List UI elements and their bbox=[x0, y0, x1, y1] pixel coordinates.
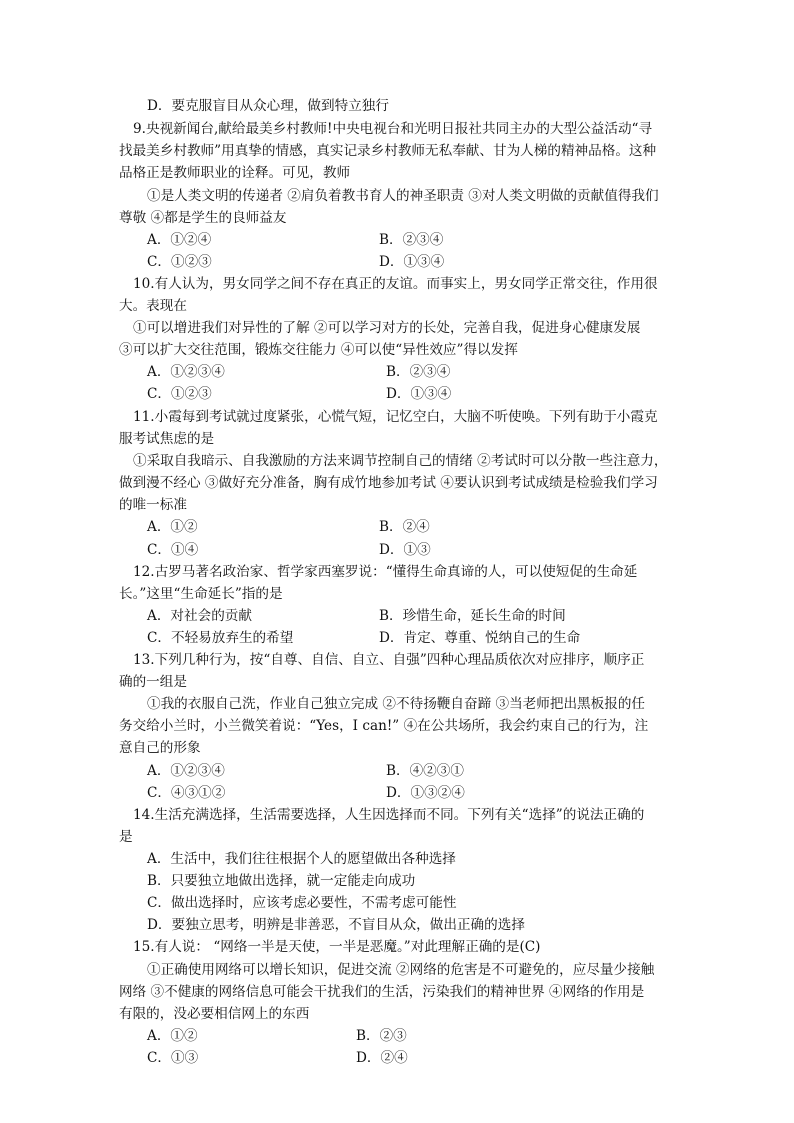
q9-statement-line: 尊敬 ④都是学生的良师益友 bbox=[119, 210, 287, 226]
q15-options-row bbox=[0, 1026, 794, 1046]
q9-options-row bbox=[0, 230, 794, 250]
q14-option-b: B．只要独立地做出选择，就一定能走向成功 bbox=[147, 873, 416, 889]
q12-options-row bbox=[0, 628, 794, 648]
q13-option-c: C．④③①② bbox=[147, 785, 226, 801]
q12-option-c: C．不轻易放弃生的希望 bbox=[147, 630, 294, 646]
q14-stem-line: 14.生活充满选择，生活需要选择，人生因选择而不同。下列有关“选择”的说法正确的 bbox=[133, 807, 645, 823]
q9-option-b: B．②③④ bbox=[379, 232, 444, 248]
q10-statement-line: ③可以扩大交往范围，锻炼交往能力 ④可以使“异性效应”得以发挥 bbox=[119, 342, 518, 358]
q13-option-a: A．①②③④ bbox=[147, 763, 225, 779]
q10-stem-line: 大。表现在 bbox=[119, 298, 187, 314]
q11-stem-line: 11.小霞每到考试就过度紧张，心慌气短，记忆空白，大脑不听使唤。下列有助于小霞克 bbox=[133, 409, 658, 425]
q9-stem-line: 品格正是教师职业的诠释。可见，教师 bbox=[119, 165, 351, 181]
q9-option-c: C．①②③ bbox=[147, 254, 212, 270]
q11-options-row bbox=[0, 540, 794, 560]
q11-statement-line: 的唯一标准 bbox=[119, 497, 187, 513]
q14-option-c: C．做出选择时，应该考虑必要性，不需考虑可能性 bbox=[147, 895, 457, 911]
q13-options-row bbox=[0, 761, 794, 781]
q12-options-row bbox=[0, 606, 794, 626]
q11-option-a: A．①② bbox=[147, 519, 198, 535]
q11-stem-line: 服考试焦虑的是 bbox=[119, 431, 215, 447]
q12-option-d: D．肯定、尊重、悦纳自己的生命 bbox=[379, 630, 581, 646]
q15-statement-line: ①正确使用网络可以增长知识，促进交流 ②网络的危害是不可避免的，应尽量少接触 bbox=[147, 962, 655, 978]
q12-option-b: B．珍惜生命，延长生命的时间 bbox=[379, 608, 566, 624]
q13-stem-line: 确的一组是 bbox=[119, 674, 187, 690]
q11-option-d: D．①③ bbox=[379, 542, 431, 558]
q9-option-a: A．①②④ bbox=[147, 232, 212, 248]
q9-stem-line: 9.央视新闻台,献给最美乡村教师!中央电视台和光明日报社共同主办的大型公益活动“寻 bbox=[133, 121, 653, 137]
q10-options-row bbox=[0, 384, 794, 404]
q13-stem-line: 13.下列几种行为，按“自尊、自信、自立、自强”四种心理品质依次对应排序，顺序正 bbox=[133, 652, 645, 668]
q14-option-d: D．要独立思考，明辨是非善恶，不盲目从众，做出正确的选择 bbox=[147, 917, 525, 933]
q13-statement-line: ①我的衣服自己洗，作业自己独立完成 ②不待扬鞭自奋蹄 ③当老师把出黑板报的任 bbox=[147, 696, 646, 712]
q11-statement-line: ①采取自我暗示、自我激励的方法来调节控制自己的情绪 ②考试时可以分散一些注意力， bbox=[133, 453, 668, 469]
q15-option-c: C．①③ bbox=[147, 1050, 199, 1066]
q15-options-row bbox=[0, 1048, 794, 1068]
q15-option-b: B．②③ bbox=[356, 1028, 407, 1044]
q15-option-d: D．②④ bbox=[356, 1050, 408, 1066]
q12-option-a: A．对社会的贡献 bbox=[147, 608, 252, 624]
q12-stem-line: 12.古罗马著名政治家、哲学家西塞罗说：“懂得生命真谛的人，可以使短促的生命延 bbox=[133, 564, 638, 580]
q10-stem-line: 10.有人认为，男女同学之间不存在真正的友谊。而事实上，男女同学正常交往，作用很 bbox=[133, 276, 658, 292]
q12-stem-line: 长。”这里“生命延长”指的是 bbox=[119, 586, 283, 602]
q13-option-d: D．①③②④ bbox=[386, 785, 465, 801]
q10-option-c: C．①②③ bbox=[147, 386, 212, 402]
q9-option-d: D．①③④ bbox=[379, 254, 445, 270]
q11-statement-line: 做到漫不经心 ③做好充分准备，胸有成竹地参加考试 ④要认识到考试成绩是检验我们学习 bbox=[119, 475, 658, 491]
q8-option-d: D．要克服盲目从众心理，做到特立独行 bbox=[147, 98, 389, 114]
q15-stem-line: 15.有人说： “网络一半是天使，一半是恶魔。”对此理解正确的是(C) bbox=[133, 939, 541, 955]
q9-options-row bbox=[0, 252, 794, 272]
q11-option-c: C．①④ bbox=[147, 542, 199, 558]
q14-option-a: A．生活中，我们往往根据个人的愿望做出各种选择 bbox=[147, 851, 456, 867]
q13-options-row bbox=[0, 783, 794, 803]
q9-statement-line: ①是人类文明的传递者 ②肩负着教书育人的神圣职责 ③对人类文明做的贡献值得我们 bbox=[147, 188, 659, 204]
q9-stem-line: 找最美乡村教师”用真挚的情感，真实记录乡村教师无私奉献、甘为人梯的精神品格。这种 bbox=[119, 143, 657, 159]
q13-option-b: B．④②③① bbox=[386, 763, 464, 779]
q13-statement-line: 务交给小兰时，小兰微笑着说：“Yes，I can!” ④在公共场所，我会约束自己的行为，注 bbox=[119, 718, 649, 734]
q10-option-b: B．②③④ bbox=[386, 364, 451, 380]
q11-options-row bbox=[0, 517, 794, 537]
q15-statement-line: 有限的，没必要相信网上的东西 bbox=[119, 1006, 310, 1022]
q15-option-a: A．①② bbox=[147, 1028, 198, 1044]
q10-option-a: A．①②③④ bbox=[147, 364, 225, 380]
q10-option-d: D．①③④ bbox=[386, 386, 452, 402]
q11-option-b: B．②④ bbox=[379, 519, 430, 535]
q10-options-row bbox=[0, 362, 794, 382]
q13-statement-line: 意自己的形象 bbox=[119, 740, 201, 756]
q14-stem-line: 是 bbox=[119, 829, 133, 845]
q10-statement-line: ①可以增进我们对异性的了解 ②可以学习对方的长处，完善自我，促进身心健康发展 bbox=[133, 320, 641, 336]
q15-statement-line: 网络 ③不健康的网络信息可能会干扰我们的生活，污染我们的精神世界 ④网络的作用是 bbox=[119, 984, 645, 1000]
